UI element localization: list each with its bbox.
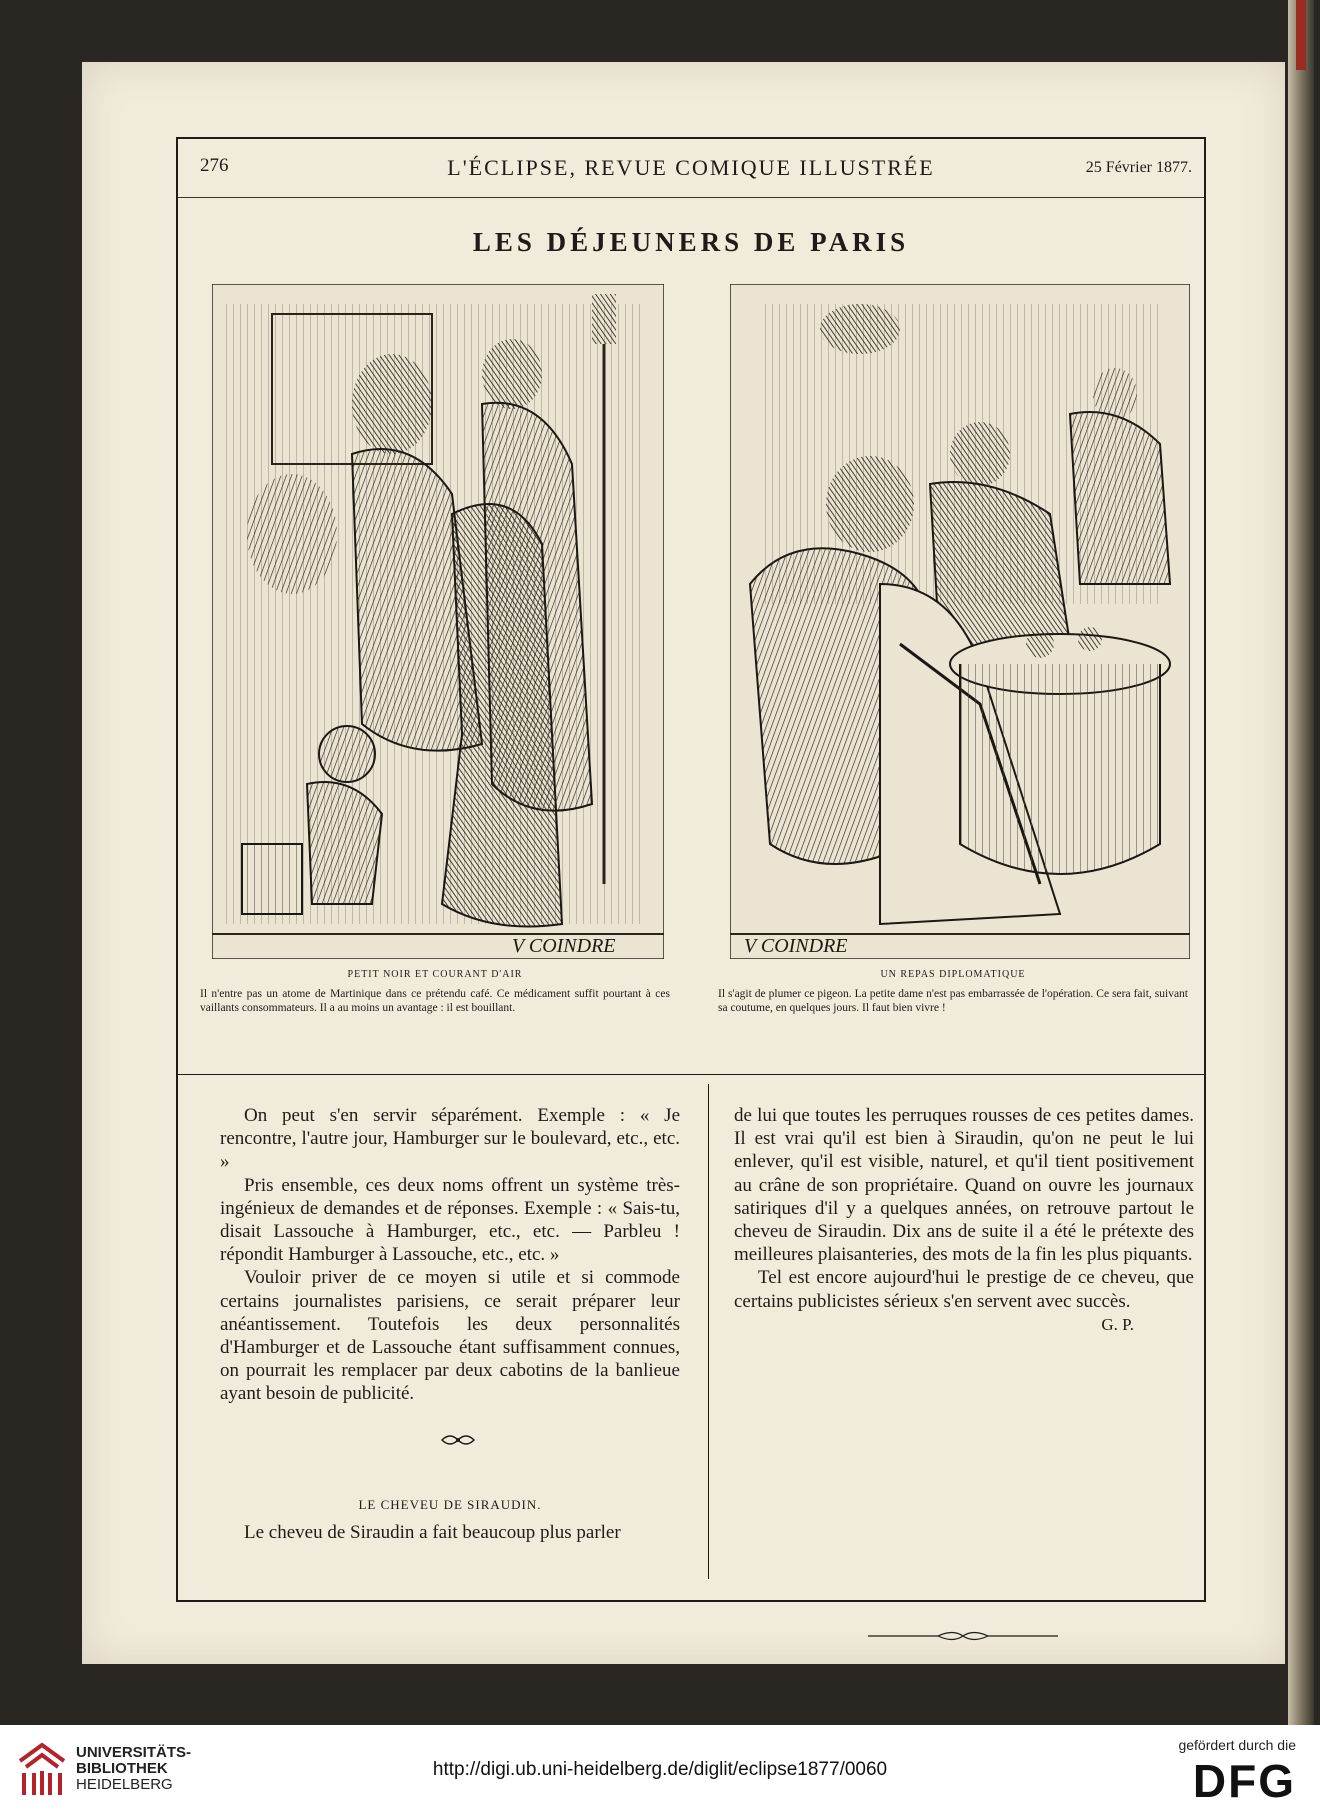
- section-first-line: Le cheveu de Siraudin a fait beaucoup plus parler: [244, 1522, 621, 1543]
- article-right-column: [734, 1104, 1194, 1336]
- paragraph: Vouloir priver de ce moyen si utile et si commode certains journalistes parisiens, ce serait préparer leur anéantissement. Toutefois les deux personnalités d'Hamburger et de Lassouche étant suffisamment connues, on pourrait les remplacer par deux cabotins de la banlieue ayant besoin de publicité.: [220, 1267, 680, 1405]
- funder-label: gefördert durch die: [1178, 1737, 1296, 1753]
- paragraph: Pris ensemble, ces deux noms offrent un système très-ingénieux de demandes et de réponses. Exemple : « Sais-tu, disait Lassouche à Hamburger, etc., etc. — Parbleu ! répondit Hamburger à Lassouche, etc., etc. »: [220, 1174, 680, 1266]
- caption-text-right: Il s'agit de plumer ce pigeon. La petite dame n'est pas embarrassée de l'opération. Ce sera fait, suivant sa coutume, en quelques jours. Il faut bien vivre !: [718, 988, 1188, 1014]
- article-left-column: [220, 1104, 680, 1406]
- funder-block: [1178, 1737, 1296, 1807]
- paragraph: On peut s'en servir séparément. Exemple : « Je rencontre, l'autre jour, Hamburger sur le boulevard, etc., etc. »: [220, 1105, 680, 1173]
- library-name-line: HEIDELBERG: [76, 1776, 173, 1793]
- paragraph: de lui que toutes les perruques rousses de ces petites dames. Il est vrai qu'il est bien à Siraudin, qu'on ne peut le lui enlever, qu'il est visible, naturel, et qu'il tient positivement au crâne de son propriétaire. Quand on ouvre les journaux satiriques d'il y a quelques années, on retrouve partout le cheveu de Siraudin. Dix ans de suite il a été le prétexte des meilleures plaisanteries, des mots de la fin les plus piquants.: [734, 1105, 1194, 1266]
- caption-title-right: UN REPAS DIPLOMATIQUE: [880, 969, 1026, 980]
- journal-title: L'ÉCLIPSE, REVUE COMIQUE ILLUSTRÉE: [447, 155, 935, 180]
- page-number: 276: [200, 155, 229, 176]
- library-name-line: UNIVERSITÄTS-: [76, 1744, 192, 1761]
- library-name-line: BIBLIOTHEK: [76, 1760, 168, 1777]
- paragraph: Tel est encore aujourd'hui le prestige de ce cheveu, que certains publicistes sérieux s'en servent avec succès.: [734, 1267, 1194, 1312]
- book-bookmark: [1296, 0, 1306, 70]
- issue-date: 25 Février 1877.: [1085, 159, 1192, 176]
- caption-text-left: Il n'entre pas un atome de Martinique dans ce prétendu café. Ce médicament suffit pourtant à ces vaillants consommateurs. Il a au moins un avantage : il est bouillant.: [200, 988, 670, 1014]
- end-rule: [868, 1629, 1058, 1643]
- illustration-left-signature: V COINDRE: [512, 935, 616, 957]
- column-divider: [708, 1084, 709, 1579]
- illustration-left: [212, 284, 664, 959]
- footer-bar: [0, 1725, 1320, 1819]
- ornament-icon: [438, 1432, 478, 1448]
- book-edge: [1288, 0, 1314, 1725]
- caption-title-left: PETIT NOIR ET COURANT D'AIR: [347, 969, 523, 980]
- dfg-logo: DFG: [1192, 1755, 1296, 1807]
- source-url[interactable]: http://digi.ub.uni-heidelberg.de/diglit/eclipse1877/0060: [432, 1759, 888, 1780]
- page-frame: [176, 137, 1206, 1602]
- illustration-right-signature: V COINDRE: [744, 935, 848, 957]
- page-heading: LES DÉJEUNERS DE PARIS: [472, 227, 910, 257]
- section-title: LE CHEVEU DE SIRAUDIN.: [358, 1497, 542, 1512]
- author-signature: G. P.: [1101, 1314, 1134, 1334]
- section-rule: [178, 1074, 1204, 1075]
- illustration-right: [730, 284, 1190, 959]
- header-rule: [178, 197, 1204, 198]
